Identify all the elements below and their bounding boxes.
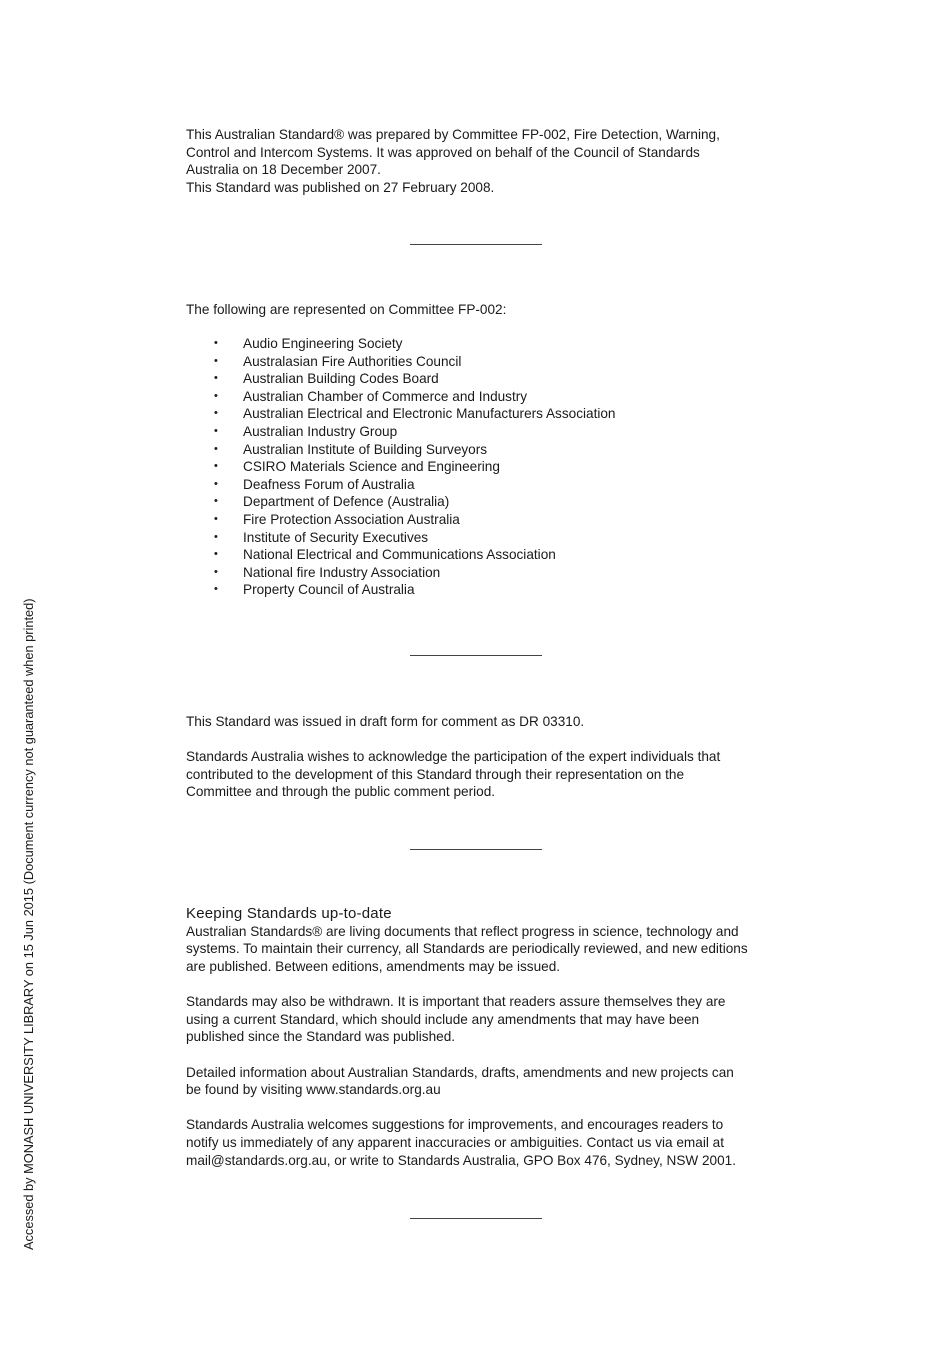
list-item bbox=[186, 458, 786, 476]
bullet-icon: • bbox=[214, 336, 218, 349]
bullet-icon: • bbox=[214, 354, 218, 367]
bullet-icon: • bbox=[214, 495, 218, 508]
access-watermark: Accessed by MONASH UNIVERSITY LIBRARY on 15 Jun 2015 (Document currency not guaranteed when printed) bbox=[21, 598, 36, 1250]
draft-note: This Standard was issued in draft form for comment as DR 03310. bbox=[186, 713, 585, 729]
ack-line: Standards Australia wishes to acknowledge the participation of the expert individuals that bbox=[186, 749, 721, 765]
list-item bbox=[186, 335, 786, 353]
list-item bbox=[186, 370, 786, 388]
paragraph-line: published since the Standard was published. bbox=[186, 1029, 456, 1045]
member-name: Deafness Forum of Australia bbox=[243, 476, 415, 492]
bullet-icon: • bbox=[214, 565, 218, 578]
section-divider bbox=[410, 244, 542, 245]
bullet-icon: • bbox=[214, 407, 218, 420]
keeping-paragraph bbox=[186, 1064, 786, 1099]
member-name: Fire Protection Association Australia bbox=[243, 511, 460, 527]
acknowledgement-paragraph bbox=[186, 748, 786, 801]
paragraph-line: Standards Australia welcomes suggestions for improvements, and encourages readers to bbox=[186, 1117, 724, 1133]
list-item bbox=[186, 405, 786, 423]
bullet-icon: • bbox=[214, 583, 218, 596]
list-item bbox=[186, 353, 786, 371]
list-item bbox=[186, 581, 786, 599]
list-item bbox=[186, 476, 786, 494]
member-name: Department of Defence (Australia) bbox=[243, 494, 450, 510]
member-name: CSIRO Materials Science and Engineering bbox=[243, 459, 500, 475]
list-item bbox=[186, 388, 786, 406]
keeping-paragraph bbox=[186, 1116, 786, 1169]
bullet-icon: • bbox=[214, 372, 218, 385]
bullet-icon: • bbox=[214, 548, 218, 561]
member-name: National Electrical and Communications Association bbox=[243, 547, 556, 563]
intro-line: This Standard was published on 27 February 2008. bbox=[186, 179, 495, 195]
bullet-icon: • bbox=[214, 460, 218, 473]
paragraph-line: be found by visiting www.standards.org.au bbox=[186, 1082, 441, 1098]
paragraph-line: systems. To maintain their currency, all Standards are periodically reviewed, and new editions bbox=[186, 941, 748, 957]
paragraph-line: notify us immediately of any apparent inaccuracies or ambiguities. Contact us via email at bbox=[186, 1134, 724, 1150]
bullet-icon: • bbox=[214, 442, 218, 455]
committee-heading: The following are represented on Committee FP-002: bbox=[186, 302, 507, 318]
document-body bbox=[186, 126, 786, 1219]
list-item bbox=[186, 529, 786, 547]
bullet-icon: • bbox=[214, 389, 218, 402]
section-divider bbox=[410, 1218, 542, 1219]
bullet-icon: • bbox=[214, 477, 218, 490]
paragraph-line: are published. Between editions, amendments may be issued. bbox=[186, 959, 561, 975]
intro-line: This Australian Standard® was prepared by Committee FP-002, Fire Detection, Warning, bbox=[186, 127, 720, 142]
ack-line: Committee and through the public comment period. bbox=[186, 784, 496, 800]
member-name: Australasian Fire Authorities Council bbox=[243, 353, 462, 369]
member-name: Audio Engineering Society bbox=[243, 335, 403, 351]
bullet-icon: • bbox=[214, 530, 218, 543]
bullet-icon: • bbox=[214, 424, 218, 437]
intro-line: Control and Intercom Systems. It was approved on behalf of the Council of Standards bbox=[186, 144, 700, 160]
member-name: Australian Institute of Building Surveyors bbox=[243, 441, 488, 457]
member-name: Australian Electrical and Electronic Manufacturers Association bbox=[243, 406, 616, 422]
paragraph-line: Detailed information about Australian Standards, drafts, amendments and new projects can bbox=[186, 1064, 734, 1080]
paragraph-line: using a current Standard, which should include any amendments that may have been bbox=[186, 1011, 700, 1027]
list-item bbox=[186, 493, 786, 511]
keeping-standards-heading: Keeping Standards up-to-date bbox=[186, 904, 392, 922]
member-name: Australian Industry Group bbox=[243, 423, 398, 439]
member-name: Australian Chamber of Commerce and Industry bbox=[243, 388, 528, 404]
intro-paragraph bbox=[186, 126, 786, 196]
keeping-paragraph bbox=[186, 923, 786, 976]
bullet-icon: • bbox=[214, 512, 218, 525]
section-divider bbox=[410, 655, 542, 656]
list-item bbox=[186, 423, 786, 441]
member-name: National fire Industry Association bbox=[243, 564, 441, 580]
list-item bbox=[186, 511, 786, 529]
member-name: Institute of Security Executives bbox=[243, 529, 429, 545]
paragraph-line: mail@standards.org.au, or write to Standards Australia, GPO Box 476, Sydney, NSW 2001. bbox=[186, 1152, 737, 1168]
ack-line: contributed to the development of this Standard through their representation on the bbox=[186, 766, 685, 782]
committee-member-list bbox=[186, 335, 786, 599]
section-divider bbox=[410, 849, 542, 850]
list-item bbox=[186, 546, 786, 564]
paragraph-line: Standards may also be withdrawn. It is important that readers assure themselves they are bbox=[186, 994, 726, 1010]
keeping-paragraph bbox=[186, 993, 786, 1046]
list-item bbox=[186, 564, 786, 582]
list-item bbox=[186, 441, 786, 459]
paragraph-line: Australian Standards® are living documents that reflect progress in science, technology and bbox=[186, 923, 739, 939]
member-name: Australian Building Codes Board bbox=[243, 371, 439, 387]
member-name: Property Council of Australia bbox=[243, 582, 415, 598]
intro-line: Australia on 18 December 2007. bbox=[186, 162, 381, 178]
